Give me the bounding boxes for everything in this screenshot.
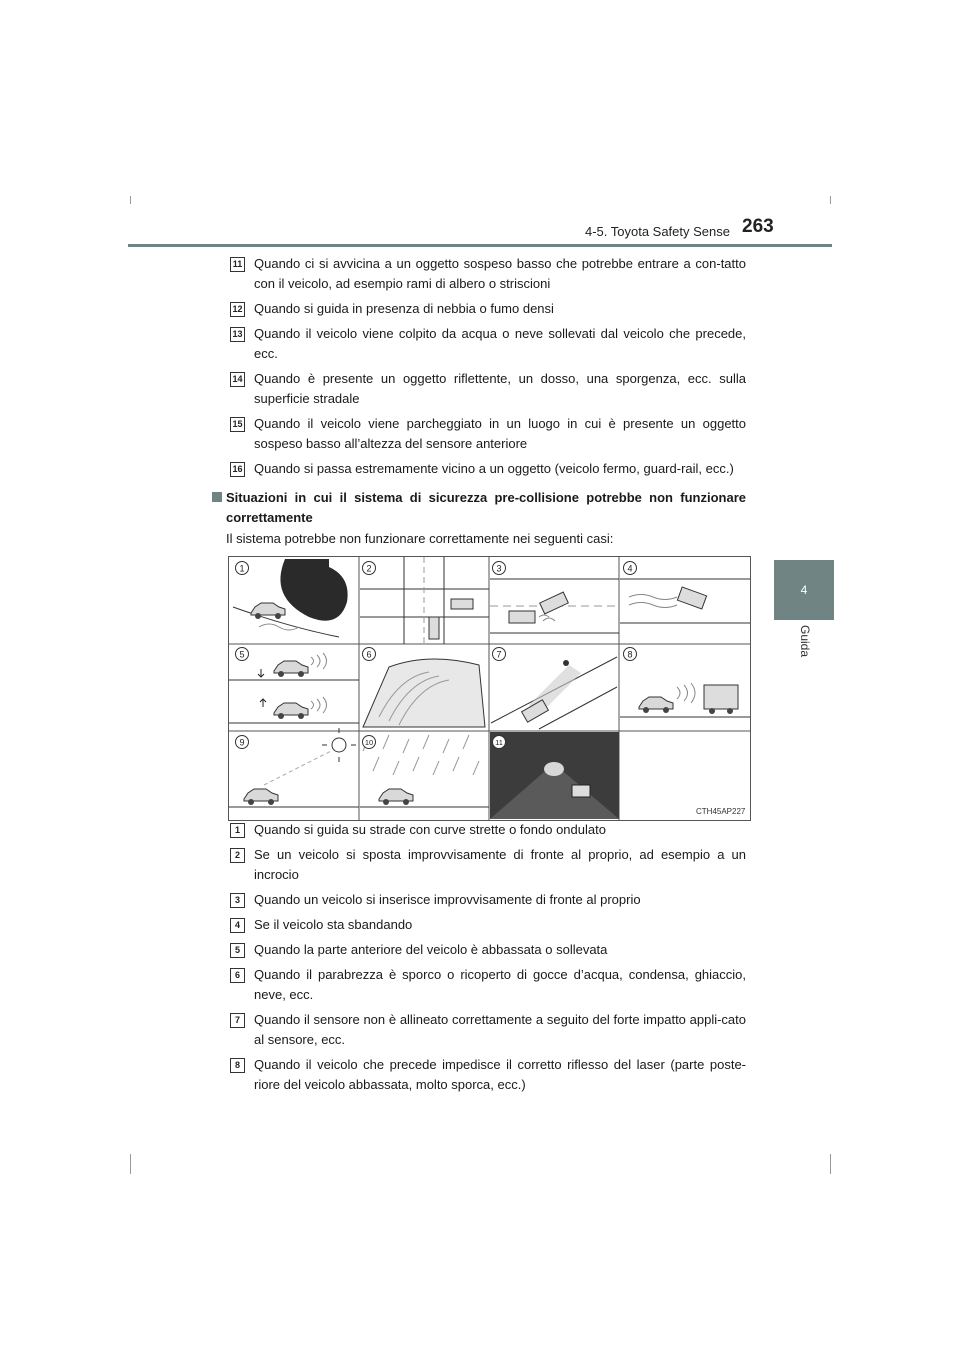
item-text: Quando il sensore non è allineato correttamente a seguito del forte impatto appli-cato al sensore, ecc. [254, 1012, 746, 1047]
item-text: Quando si guida su strade con curve strette o fondo ondulato [254, 822, 606, 837]
list-item [230, 845, 746, 885]
section-heading [212, 488, 746, 528]
panel-number-2: 2 [366, 563, 372, 574]
section-title: 4-5. Toyota Safety Sense [584, 224, 730, 239]
section-heading-text: Situazioni in cui il sistema di sicurezza pre-collisione potrebbe non funzionare correttamente [226, 490, 746, 525]
panel-vehicle-ahead [620, 683, 750, 717]
item-text: Quando il veicolo viene parcheggiato in un luogo in cui è presente un oggetto sospeso basso all’altezza del sensore anteriore [254, 416, 746, 451]
item-text: Quando il veicolo viene colpito da acqua o neve sollevati dal veicolo che precede, ecc. [254, 326, 746, 361]
panel-number-6: 6 [366, 649, 372, 660]
crop-mark [830, 1154, 831, 1174]
panel-skidding [620, 579, 750, 623]
crop-mark [130, 1154, 131, 1174]
list-item [230, 324, 746, 364]
panel-dirty-windshield [363, 659, 485, 727]
item-number-badge: 2 [230, 848, 245, 863]
item-text: Se il veicolo sta sbandando [254, 917, 413, 932]
item-text: Quando il veicolo che precede impedisce il corretto riflesso del laser (parte poste-riore del veicolo abbassata, molto sporca, ecc.) [254, 1057, 746, 1092]
item-number-badge: 14 [230, 372, 245, 387]
panel-nose-up-down [229, 653, 359, 723]
list-item [230, 915, 746, 935]
illustration-figure [228, 556, 751, 821]
panel-number-9: 9 [239, 737, 245, 748]
square-bullet-icon [212, 492, 222, 502]
item-text: Quando un veicolo si inserisce improvvisamente di fronte al proprio [254, 892, 641, 907]
header-rule [128, 244, 832, 247]
item-text: Quando il parabrezza è sporco o ricoperto di gocce d’acqua, condensa, ghiaccio, neve, ecc. [254, 967, 746, 1002]
panel-number-11: 11 [495, 738, 503, 747]
panel-number-10: 10 [364, 738, 374, 747]
crop-mark [830, 196, 831, 204]
item-text: Quando si passa estremamente vicino a un oggetto (veicolo fermo, guard-rail, ecc.) [254, 461, 734, 476]
list-top [230, 254, 746, 484]
item-number-badge: 11 [230, 257, 245, 272]
list-item [230, 1055, 746, 1095]
section-intro: Il sistema potrebbe non funzionare correttamente nei seguenti casi: [226, 531, 614, 546]
list-bottom [230, 820, 746, 1100]
item-number-badge: 16 [230, 462, 245, 477]
panel-number-4: 4 [627, 563, 633, 574]
panel-rain [360, 735, 489, 807]
crop-mark [130, 196, 131, 204]
panel-curved-road [233, 559, 348, 637]
item-text: Quando la parte anteriore del veicolo è abbassata o sollevata [254, 942, 608, 957]
panel-number-1: 1 [239, 563, 245, 574]
panel-number-5: 5 [239, 649, 245, 660]
list-item [230, 940, 746, 960]
list-item [230, 299, 746, 319]
panel-number-3: 3 [496, 563, 502, 574]
panel-number-8: 8 [627, 649, 633, 660]
item-number-badge: 4 [230, 918, 245, 933]
item-number-badge: 3 [230, 893, 245, 908]
item-text: Quando è presente un oggetto riflettente, un dosso, una sporgenza, ecc. sulla superficie stradale [254, 371, 746, 406]
item-text: Quando ci si avvicina a un oggetto sospeso basso che potrebbe entrare a con-tatto con il veicolo, ad esempio rami di albero o striscioni [254, 256, 746, 291]
item-number-badge: 13 [230, 327, 245, 342]
list-item [230, 1010, 746, 1050]
item-number-badge: 12 [230, 302, 245, 317]
item-number-badge: 6 [230, 968, 245, 983]
list-item [230, 965, 746, 1005]
list-item [230, 254, 746, 294]
figure-code: CTH45AP227 [696, 807, 746, 816]
list-item [230, 890, 746, 910]
panel-cut-in [490, 579, 619, 633]
item-text: Quando si guida in presenza di nebbia o fumo densi [254, 301, 554, 316]
item-number-badge: 1 [230, 823, 245, 838]
panel-tunnel [490, 732, 619, 819]
panel-sensor-misaligned [491, 657, 617, 729]
item-text: Se un veicolo si sposta improvvisamente di fronte al proprio, ad esempio a un incrocio [254, 847, 746, 882]
item-number-badge: 5 [230, 943, 245, 958]
chapter-label: Guida [798, 625, 812, 658]
panel-number-7: 7 [496, 649, 502, 660]
item-number-badge: 7 [230, 1013, 245, 1028]
list-item [230, 369, 746, 409]
panel-intersection [360, 557, 489, 644]
chapter-tab: 4 [774, 560, 834, 620]
page-number: 263 [742, 216, 774, 237]
illustration-grid [229, 557, 750, 820]
list-item [230, 459, 746, 479]
list-item [230, 820, 746, 840]
item-number-badge: 15 [230, 417, 245, 432]
item-number-badge: 8 [230, 1058, 245, 1073]
list-item [230, 414, 746, 454]
